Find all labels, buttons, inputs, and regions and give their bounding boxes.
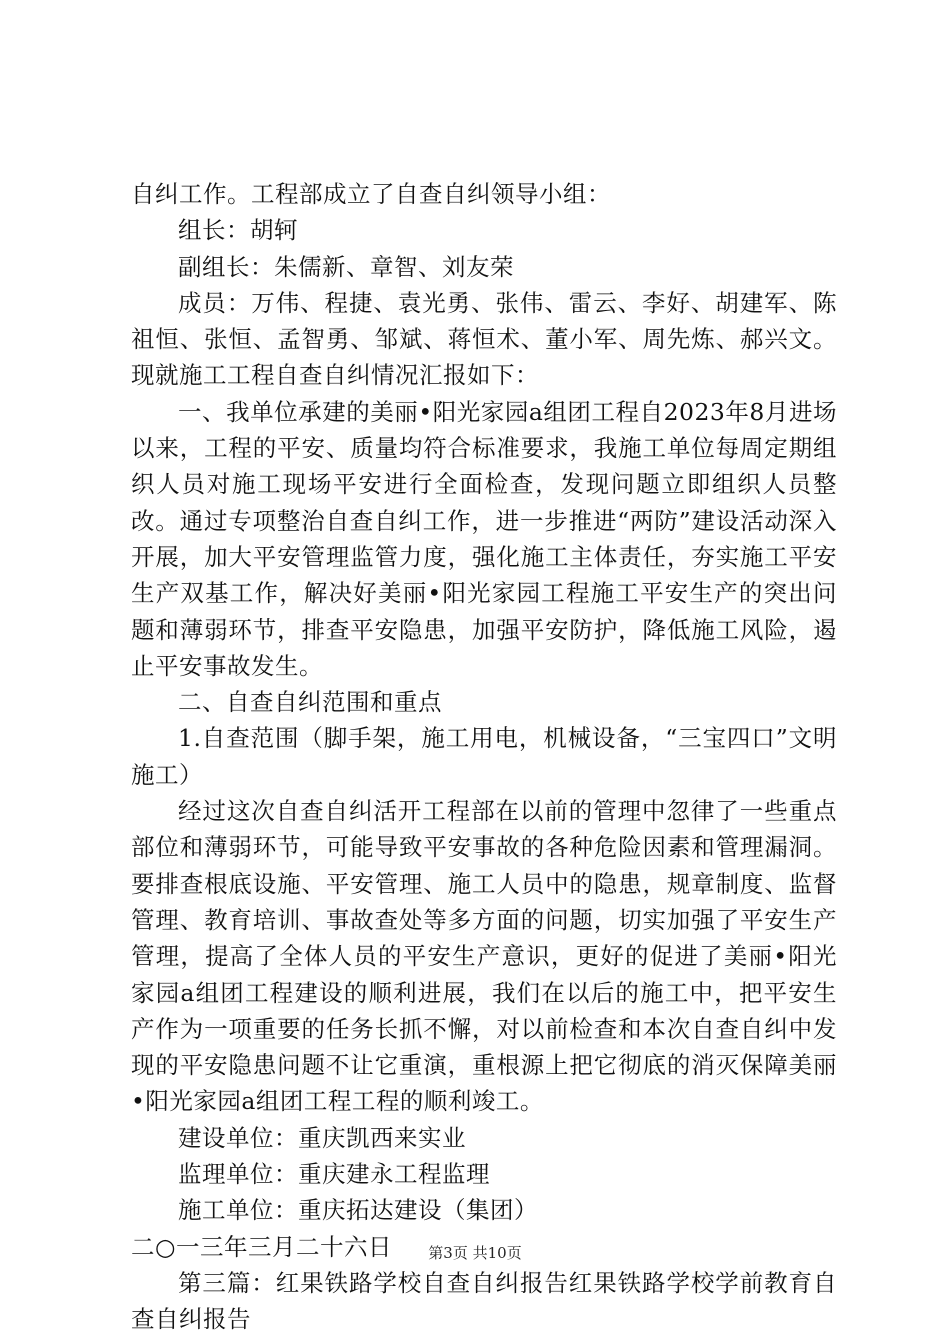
paragraph-section-two-heading: 二、自查自纠范围和重点 — [178, 688, 442, 717]
paragraph-intro-continuation: 自纠工作。工程部成立了自查自纠领导小组： — [131, 180, 611, 208]
paragraph-supervision-unit: 监理单位：重庆建永工程监理 — [178, 1160, 490, 1189]
paragraph-group-leader: 组长：胡轲 — [178, 216, 298, 245]
paragraph-contractor-unit: 施工单位：重庆拓达建设（集团） — [178, 1196, 538, 1225]
paragraph-third-article-title: 第三篇：红果铁路学校自查自纠报告红果铁路学校学前教育自查自纠报告 — [131, 1268, 837, 1334]
paragraph-date: 二○一三年三月二十六日 — [131, 1232, 393, 1261]
paragraph-inspection-scope: 1.自查范围（脚手架，施工用电，机械设备，“三宝四口”文明施工） — [131, 724, 837, 789]
paragraph-members: 成员：万伟、程捷、袁光勇、张伟、雷云、李好、胡建军、陈祖恒、张恒、孟智勇、邹斌、蒋恒术、董小军、周先炼、郝兴文。现就施工工程自查自纠情况汇报如下： — [131, 288, 837, 390]
paragraph-deputy-leaders: 副组长：朱儒新、章智、刘友荣 — [178, 252, 514, 281]
paragraph-section-one: 一、我单位承建的美丽•阳光家园a组团工程自2023年8月进场以来，工程的平安、质量均符合标准要求，我施工单位每周定期组织人员对施工现场平安进行全面检查，发现问题立即组织人员整改。通过专项整治自查自纠工作，进一步推进“两防”建设活动深入开展，加大平安管理监管力度，强化施工主体责任，夯实施工平安生产双基工作，解决好美丽•阳光家园工程施工平安生产的突出问题和薄弱环节，排查平安隐患，加强平安防护，降低施工风险，遏止平安事故发生。 — [131, 397, 837, 680]
paragraph-construction-unit: 建设单位：重庆凯西来实业 — [178, 1123, 466, 1152]
paragraph-inspection-results: 经过这次自查自纠活开工程部在以前的管理中忽律了一些重点部位和薄弱环节，可能导致平安事故的各种危险因素和管理漏洞。要排查根底设施、平安管理、施工人员中的隐患，规章制度、监督管理、教育培训、事故查处等多方面的问题，切实加强了平安生产管理，提高了全体人员的平安生产意识，更好的促进了美丽•阳光家园a组团工程建设的顺利进展，我们在以后的施工中，把平安生产作为一项重要的任务长抓不懈，对以前检查和本次自查自纠中发现的平安隐患问题不让它重演，重根源上把它彻底的消灭保障美丽•阳光家园a组团工程工程的顺利竣工。 — [131, 797, 837, 1116]
page-number-footer: 第3页 共10页 — [428, 1244, 522, 1262]
document-body — [131, 176, 837, 1338]
